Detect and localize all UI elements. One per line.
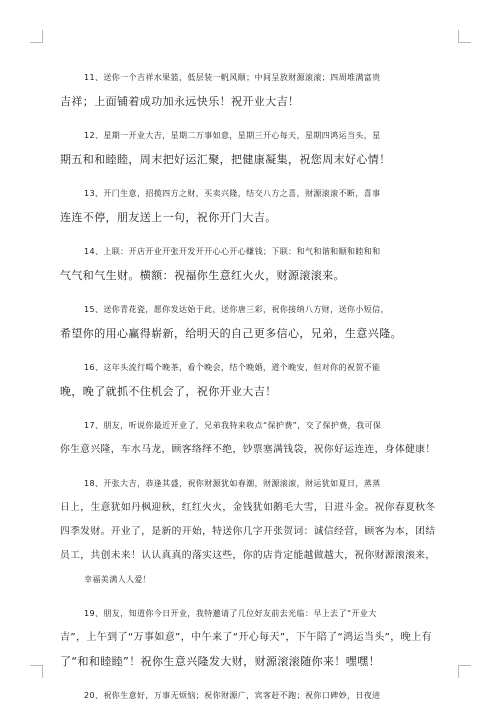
paragraph-line: 19、朋友，知道你今日开业，我特邀请了几位好友前去光临：早上去了“开业大 [84, 609, 377, 618]
paragraph-entry-20 [60, 684, 440, 708]
paragraph-line: 18、开张大吉，恭逢其盛，祝你财源犹如春潮，财源滚滚，财运犹如夏日，蒸蒸 [84, 479, 381, 488]
document-body [60, 66, 440, 718]
crop-mark-top-left [30, 30, 43, 43]
paragraph-line: 11、送你一个吉祥水果篮，低层装一帆风顺；中间呈放财源滚滚；四周堆满富贵 [84, 73, 381, 82]
paragraph-line: 希望你的用心赢得崭新，给明天的自己更多信心，兄弟，生意兴隆。 [60, 327, 402, 340]
crop-mark-top-right [458, 30, 471, 43]
paragraph-entry-15 [60, 298, 440, 346]
paragraph-line: 13、开门生意，招揽四方之财，买卖兴隆，结交八方之喜，财源滚滚不断，喜事 [84, 189, 381, 198]
paragraph-entry-19 [60, 602, 440, 674]
paragraph-line: 你生意兴隆，车水马龙，顾客络绎不绝，钞票塞满钱袋，祝你好运连连，身体健康！ [60, 444, 436, 455]
crop-mark-bottom-left [30, 665, 43, 678]
paragraph-entry-16 [60, 356, 440, 404]
paragraph-line: 员工，共创未来！认认真真的落实这些，你的店肯定能越做越大，祝你财源滚滚来， [60, 550, 436, 561]
paragraph-line: 吉祥；上面铺着成功加永远快乐！祝开业大吉！ [60, 95, 300, 108]
paragraph-line: 15、送你青花瓷，愿你发达始于此，送你唐三彩，祝你接纳八方财，送你小短信， [84, 305, 389, 314]
paragraph-line: 连连不停，朋友送上一句，祝你开门大吉。 [60, 211, 277, 224]
paragraph-line: 幸福美满人人爱！ [84, 575, 152, 584]
paragraph-line: 16、这年头流行喝个晚茶，看个晚会，结个晚婚，道个晚安，但对你的祝贺不能 [84, 363, 381, 372]
paragraph-line: 期五和和睦睦，周末把好运汇聚，把健康凝集，祝您周末好心情！ [60, 153, 391, 166]
paragraph-entry-13 [60, 182, 440, 230]
crop-mark-bottom-right [458, 665, 471, 678]
paragraph-entry-12 [60, 124, 440, 172]
paragraph-entry-14 [60, 240, 440, 288]
paragraph-entry-11 [60, 66, 440, 114]
paragraph-line: 晚，晚了就抓不住机会了，祝你开业大吉！ [60, 385, 277, 398]
paragraph-line: 四季发财。开业了，是新的开始，特送你几字开张贺词：诚信经营，顾客为本，团结 [60, 526, 436, 537]
paragraph-line: 20、祝你生意好，万事无烦恼；祝你财源广，宾客赶不跑；祝你口碑妙，日夜进 [84, 691, 381, 700]
paragraph-entry-18 [60, 472, 440, 592]
paragraph-line: 14、上联：开店开业开张开发开开心心开心赚钱；下联：和气和谐和顺和睦和和 [84, 247, 381, 256]
paragraph-line: 了“和和睦睦”！祝你生意兴隆发大财，财源滚滚随你来！嘿嘿！ [60, 655, 380, 668]
paragraph-line: 12、星期一开业大吉，星期二万事如意，星期三开心每天，星期四鸿运当头，星 [84, 131, 381, 140]
paragraph-line: 吉”，上午到了“万事如意”，中午来了“开心每天”，下午陪了“鸿运当头”，晚上有 [60, 632, 432, 643]
paragraph-entry-17 [60, 414, 440, 462]
paragraph-line: 日上，生意犹如丹枫迎秋，红红火火，金钱犹如鹅毛大雪，日进斗金。祝你春夏秋冬 [60, 502, 436, 513]
paragraph-line: 17、朋友，听说你最近开业了，兄弟我特来收点“保护费”，交了保护费，我可保 [84, 421, 382, 430]
paragraph-line: 气气和气生财。横额：祝福你生意红火火，财源滚滚来。 [60, 269, 345, 282]
